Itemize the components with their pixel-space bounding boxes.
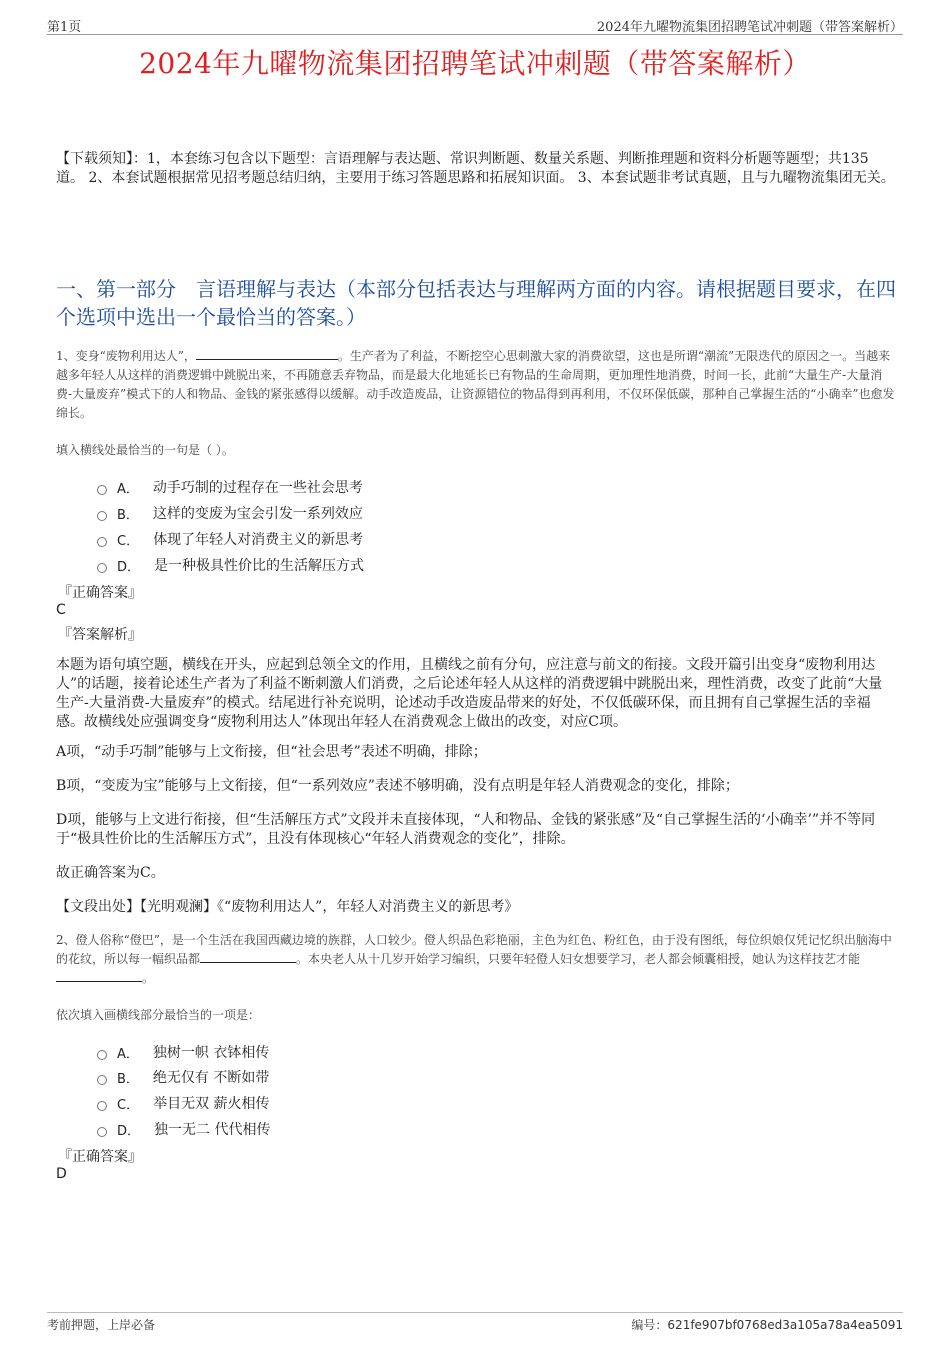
question-2-option-d[interactable]: D． 独一无二 代代相传: [97, 1119, 270, 1139]
page-header: [47, 14, 903, 35]
question-1-analysis-main: 本题为语句填空题，横线在开头，应起到总领全文的作用，且横线之前有分句，应注意与前文的衔接。文段开篇引出变身“废物利用达人”的话题，接着论述生产者为了利益不断刺激人们消费，之后论述年轻人从这样的消费逻辑中跳脱出来，理性消费，改变了此前“大量生产-大量消费-大量废弃”的模式。结尾进行补充说明，论述动手改造废品带来的好处，不仅低碳环保，而且拥有自己掌握生活的幸福感。故横线处应强调变身“废物利用达人”体现出年轻人在消费观念上做出的改变，对应C项。: [56, 657, 883, 730]
document-title: 2024年九曜物流集团招聘笔试冲刺题（带答案解析）: [139, 47, 811, 80]
section-heading: 一、第一部分 言语理解与表达（本部分包括表达与理解两方面的内容。请根据题目要求，在四个选项中选出一个最恰当的答案。）: [56, 277, 896, 329]
radio-icon[interactable]: [97, 511, 107, 521]
footer-slogan: 考前押题，上岸必备: [47, 1318, 156, 1332]
question-1-analysis-label: 『答案解析』: [58, 627, 142, 643]
question-1-text-b: 。生产者为了利益，不断挖空心思刺激大家的消费欲望，这也是所谓“潮流”无限迭代的原因之一。当越来越多年轻人从这样的消费逻辑中跳脱出来，不再随意丢弃物品，而是最大化地延长已有物品的生命周期，更加理性地消费，时间一长，此前“大量生产-大量消费-大量废弃”模式下的人和物品、金钱的紧张感得以缓解。动手改造废品，让资源错位的物品得到再利用，不仅环保低碳，那种自己掌握生活的“小确幸”也愈发绵长。: [56, 349, 895, 420]
radio-icon[interactable]: [97, 1101, 107, 1111]
radio-icon[interactable]: [97, 537, 107, 547]
question-2-blank-2: [56, 969, 142, 982]
question-1-analysis-a: A项，“动手巧制”能够与上文衔接，但“社会思考”表述不明确，排除；: [56, 744, 487, 760]
question-2-answer: D: [56, 1166, 67, 1182]
question-1-option-b[interactable]: B． 这样的变废为宝会引发一系列效应: [97, 503, 363, 523]
question-1-source: 【文段出处】【光明观澜】《“废物利用达人”，年轻人对消费主义的新思考》: [56, 899, 519, 915]
question-1-text-a: 1、变身“废物利用达人”，: [56, 349, 196, 363]
question-1-option-a[interactable]: A． 动手巧制的过程存在一些社会思考: [97, 477, 363, 497]
radio-icon[interactable]: [97, 1050, 107, 1060]
question-2-answer-label: 『正确答案』: [58, 1149, 142, 1165]
radio-icon[interactable]: [97, 1075, 107, 1085]
page-footer: [47, 1312, 903, 1333]
question-1-answer: C: [56, 602, 66, 618]
radio-icon[interactable]: [97, 563, 107, 573]
question-2-prompt: 依次填入画横线部分最恰当的一项是：: [56, 1008, 261, 1022]
question-2-option-a[interactable]: A． 独树一帜 衣钵相传: [97, 1042, 269, 1062]
question-2-option-c[interactable]: C． 举目无双 薪火相传: [97, 1093, 270, 1113]
radio-icon[interactable]: [97, 1127, 107, 1137]
question-1-option-c[interactable]: C． 体现了年轻人对消费主义的新思考: [97, 529, 363, 549]
question-1-conclusion: 故正确答案为C。: [56, 865, 165, 881]
download-notice: 【下载须知】：1，本套练习包含以下题型：言语理解与表达题、常识判断题、数量关系题、判断推理题和资料分析题等题型；共135道。 2、本套试题根据常见招考题总结归纳，主要用于练习答题思路和拓展知识面。 3、本套试题非考试真题，且与九曜物流集团无关。: [56, 151, 895, 186]
footer-id: 编号：621fe907bf0768ed3a105a78a4ea5091: [631, 1318, 903, 1332]
header-doc-title: 2024年九曜物流集团招聘笔试冲刺题（带答案解析）: [596, 20, 903, 35]
question-1-analysis-d: D项，能够与上文进行衔接，但“生活解压方式”文段并未直接体现，“人和物品、金钱的紧张感”及“自己掌握生活的‘小确幸’”并不等同于“极具性价比的生活解压方式”，且没有体现核心“年轻人消费观念的变化”，排除。: [56, 812, 876, 847]
question-1-blank: [196, 347, 338, 360]
question-2-stem: [56, 931, 896, 988]
page-number: 第1页: [47, 20, 82, 35]
question-1-stem: [56, 347, 896, 423]
question-2-text-a: 2、僜人俗称“僜巴”，是一个生活在我国西藏边境的族群，人口较少。僜人织品色彩艳丽，主色为红色、粉红色，由于没有图纸，每位织娘仅凭记忆织出脑海中的花纹，所以每一幅织品都: [56, 933, 892, 966]
question-1-option-d[interactable]: D． 是一种极具性价比的生活解压方式: [97, 555, 364, 575]
question-2-blank-1: [200, 950, 296, 963]
question-2-option-b[interactable]: B． 绝无仅有 不断如带: [97, 1067, 269, 1087]
question-1-answer-label: 『正确答案』: [58, 585, 142, 601]
question-2-text-b: 。本央老人从十几岁开始学习编织，只要年轻僜人妇女想要学习，老人都会倾囊相授，她认为这样技艺才能: [296, 952, 861, 966]
question-1-prompt: 填入横线处最恰当的一句是（ ）。: [56, 443, 234, 457]
radio-icon[interactable]: [97, 485, 107, 495]
question-1-analysis-b: B项，“变废为宝”能够与上文衔接，但“一系列效应”表述不够明确，没有点明是年轻人消费观念的变化，排除；: [56, 778, 739, 794]
question-2-text-c: 。: [142, 971, 155, 985]
